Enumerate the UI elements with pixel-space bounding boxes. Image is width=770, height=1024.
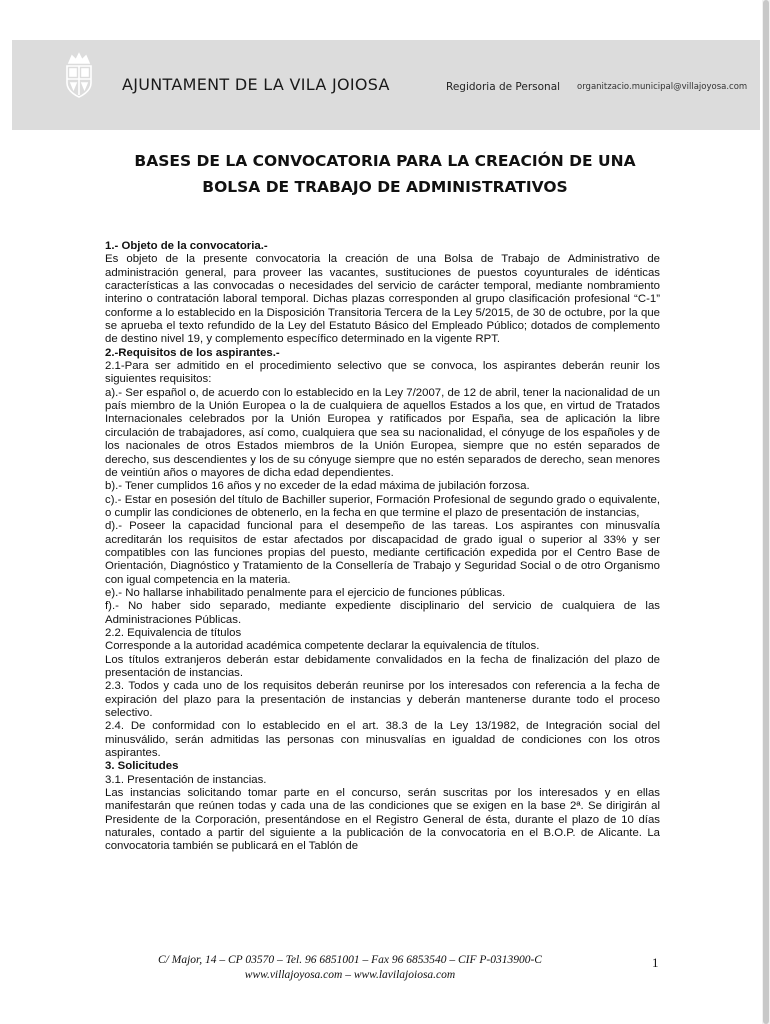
section-2-2-heading: 2.2. Equivalencia de títulos bbox=[105, 626, 242, 639]
page-footer bbox=[60, 953, 640, 983]
section-2-2-paragraph-2: Los títulos extranjeros deberán estar debidamente convalidados en la fecha de finalización del plazo de presentación de instancias. bbox=[105, 653, 660, 679]
section-1-heading: 1.- Objeto de la convocatoria.- bbox=[105, 240, 268, 252]
requirement-f: f).- No haber sido separado, mediante expediente disciplinario del servicio de cualquiera de las Administraciones Públicas. bbox=[105, 600, 660, 626]
vertical-scrollbar[interactable] bbox=[762, 0, 770, 1024]
coat-of-arms-icon bbox=[60, 51, 98, 101]
document-body bbox=[105, 240, 660, 854]
letterhead bbox=[0, 40, 760, 130]
document-title bbox=[60, 148, 710, 200]
footer-address: C/ Major, 14 – CP 03570 – Tel. 96 6851001 – Fax 96 6853540 – CIF P-0313900-C bbox=[158, 954, 542, 966]
department-email: organitzacio.municipal@villajoyosa.com bbox=[577, 82, 748, 92]
section-3-1-paragraph: Las instancias solicitando tomar parte en el concurso, serán suscritas por los interesados y en ellas manifestarán que reúnen todas y cada una de las condiciones que se exigen en la base 2ª. Se dirigirán al Presidente de la Corporación, presentándose en el Registro General de ésta, durante el plazo de 10 días naturales, contado a partir del siguiente a la publicación de la convocatoria en el B.O.P. de Alicante. La convocatoria también se publicará en el Tablón de bbox=[105, 787, 660, 853]
section-3-heading: 3. Solicitudes bbox=[105, 760, 179, 773]
department-name: Regidoria de Personal bbox=[446, 81, 561, 93]
page-number: 1 bbox=[652, 955, 659, 970]
footer-websites: www.villajoyosa.com – www.lavilajoiosa.com bbox=[244, 969, 456, 981]
section-2-4-paragraph: 2.4. De conformidad con lo establecido en el art. 38.3 de la Ley 13/1982, de Integración social del minusválido, serán admitidas las personas con minusvalías en igualdad de condiciones con los otros aspirantes. bbox=[105, 720, 660, 760]
title-line-2: BOLSA DE TRABAJO DE ADMINISTRATIVOS bbox=[202, 178, 568, 196]
section-2-2-paragraph-1: Corresponde a la autoridad académica competente declarar la equivalencia de títulos. bbox=[105, 640, 540, 653]
section-2-1-paragraph: 2.1-Para ser admitido en el procedimiento selectivo que se convoca, los aspirantes deberán reunir los siguientes requisitos: bbox=[105, 360, 660, 386]
requirement-d: d).- Poseer la capacidad funcional para el desempeño de las tareas. Los aspirantes con minusvalía acreditarán los requisitos de estar afectados por discapacidad de grado igual o superior al 33% y ser compatibles con las funciones propias del puesto, mediante certificación expedida por el Centro Base de Orientación, Diagnóstico y Tratamiento de la Consellería de Trabajo y Seguridad Social o de otro Organismo con igual competencia en la materia. bbox=[105, 520, 660, 586]
scrollbar-thumb[interactable] bbox=[763, 0, 769, 1024]
section-2-heading: 2.-Requisitos de los aspirantes.- bbox=[105, 346, 280, 359]
requirement-c: c).- Estar en posesión del título de Bachiller superior, Formación Profesional de segundo grado o equivalente, o cumplir las condiciones de obtenerlo, en la fecha en que termine el plazo de presentación de instancias, bbox=[105, 493, 660, 519]
section-3-1-heading: 3.1. Presentación de instancias. bbox=[105, 773, 267, 786]
section-1-paragraph: Es objeto de la presente convocatoria la creación de una Bolsa de Trabajo de Administrativo de administración general, para proveer las vacantes, sustituciones de puestos coyunturales de idénticas características a las convocadas o necesidades del servicio de carácter temporal, mediante nombramiento interino o contratación laboral temporal. Dichas plazas corresponden al grupo clasificación profesional “C-1” conforme a lo establecido en la Disposición Transitoria Tercera de la Ley 5/2015, de 30 de octubre, por la que se aprueba el texto refundido de la Ley del Estatuto Básico del Empleado Público; dotados de complemento de destino nivel 19, y complemento específico determinado en la vigente RPT. bbox=[105, 253, 660, 346]
title-line-1: BASES DE LA CONVOCATORIA PARA LA CREACIÓN DE UNA bbox=[134, 152, 636, 170]
requirement-e: e).- No hallarse inhabilitado penalmente para el ejercicio de funciones públicas. bbox=[105, 586, 506, 599]
requirement-b: b).- Tener cumplidos 16 años y no exceder de la edad máxima de jubilación forzosa. bbox=[105, 480, 530, 493]
requirement-a: a).- Ser español o, de acuerdo con lo establecido en la Ley 7/2007, de 12 de abril, tener la nacionalidad de un país miembro de la Unión Europea o la de cualquiera de aquellos Estados a los que, en virtud de Tratados Internacionales celebrados por la Unión Europea y ratificados por España, sea de aplicación la libre circulación de trabajadores, así como, cualquiera que sea su nacionalidad, el cónyuge de los españoles y de los nacionales de otros Estados miembros de la Unión Europea, siempre que no estén separados de derecho, sus descendientes y los de su cónyuge siempre que no estén separados de derecho, sean menores de veintiún años o mayores de dicha edad dependientes. bbox=[105, 386, 660, 479]
section-2-3-paragraph: 2.3. Todos y cada uno de los requisitos deberán reunirse por los interesados con referencia a la fecha de expiración del plazo para la presentación de instancias y deberán mantenerse durante todo el proceso selectivo. bbox=[105, 680, 660, 720]
organization-name: AJUNTAMENT DE LA VILA JOIOSA bbox=[122, 75, 390, 94]
